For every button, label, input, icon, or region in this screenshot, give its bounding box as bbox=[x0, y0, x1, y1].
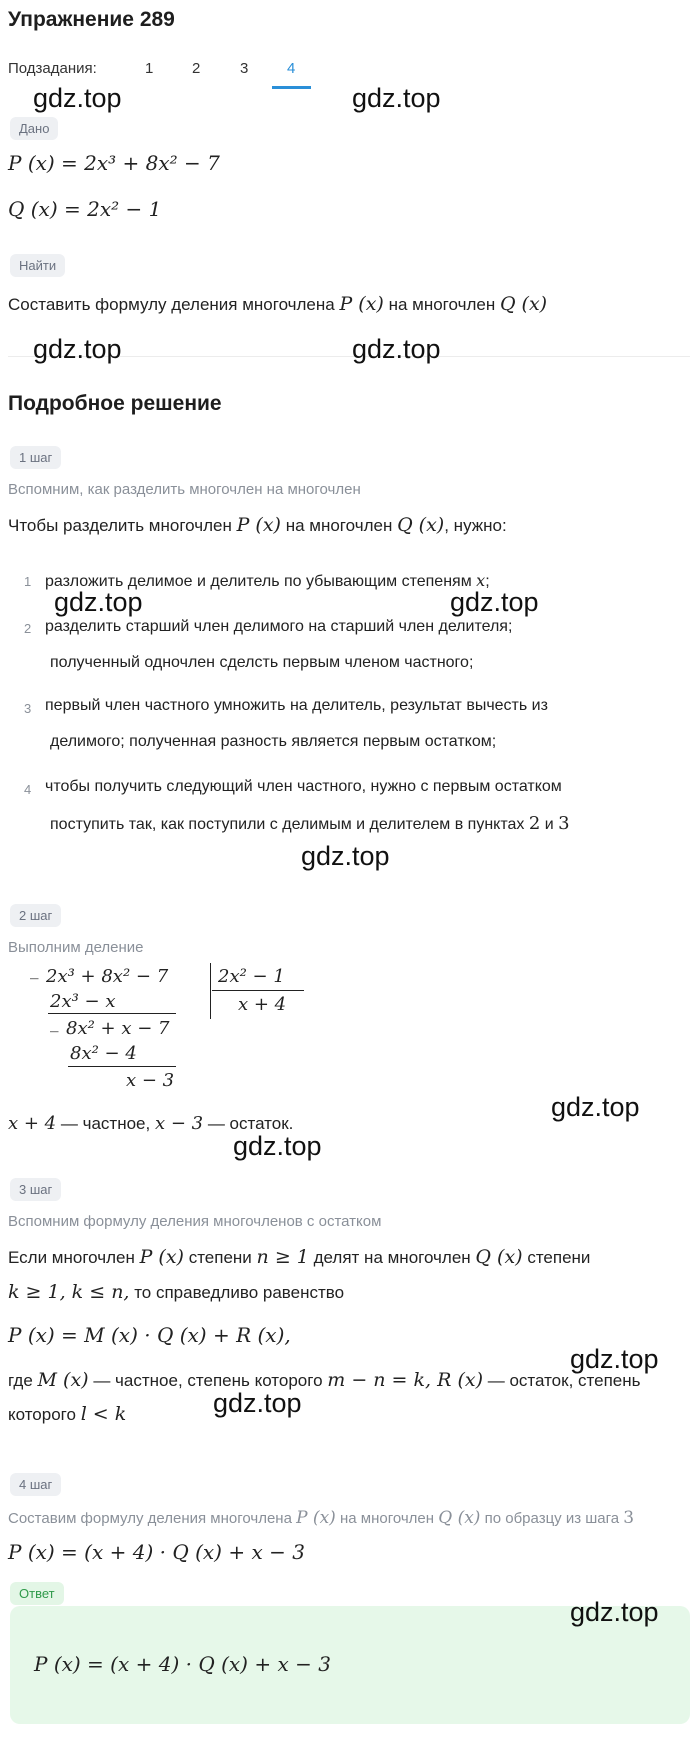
step3-l1-c: делят на многочлен bbox=[313, 1248, 471, 1267]
step4-note bbox=[8, 1508, 634, 1528]
list-num-3: 3 bbox=[24, 701, 32, 716]
answer-badge: Ответ bbox=[10, 1582, 64, 1605]
division-dividend: 2x³ + 8x² − 7 bbox=[46, 966, 169, 987]
watermark: gdz.top bbox=[570, 1344, 659, 1374]
step3-l4-a: где bbox=[8, 1371, 33, 1390]
list-item-4-text: поступить так, как поступили с делимым и делителем в пунктах bbox=[50, 816, 525, 833]
find-text bbox=[8, 293, 547, 315]
list-item-3-line1: первый член частного умножить на делитель, результат вычесть из bbox=[45, 697, 548, 714]
list-item-1-text: разложить делимое и делитель по убывающим степеням bbox=[45, 573, 472, 590]
list-item-4-and: и bbox=[544, 816, 554, 833]
step3-l4-b: — частное, степень которого bbox=[93, 1371, 323, 1390]
step3-line5 bbox=[8, 1403, 126, 1425]
step3-badge: 3 шаг bbox=[10, 1178, 61, 1201]
list-item-2-line1: разделить старший член делимого на старший член делителя; bbox=[45, 618, 513, 635]
step2-badge: 2 шаг bbox=[10, 904, 61, 927]
list-num-4: 4 bbox=[24, 782, 32, 797]
tab-subtask-1[interactable]: 1 bbox=[145, 60, 154, 77]
step3-l1-n: n ≥ 1 bbox=[256, 1246, 309, 1268]
find-badge: Найти bbox=[10, 254, 65, 277]
watermark: gdz.top bbox=[450, 587, 539, 617]
watermark: gdz.top bbox=[301, 841, 390, 871]
step3-l2-k: k ≥ 1, k ≤ n, bbox=[8, 1281, 130, 1303]
list-item-4-line1: чтобы получить следующий член частного, нужно с первым остатком bbox=[45, 778, 562, 795]
step4-note-n: 3 bbox=[623, 1508, 635, 1528]
step4-badge: 4 шаг bbox=[10, 1473, 61, 1496]
step1-note: Вспомним, как разделить многочлен на многочлен bbox=[8, 481, 361, 498]
list-item-1-tail: ; bbox=[485, 573, 490, 590]
step4-note-px: P (x) bbox=[296, 1508, 336, 1528]
solution-title: Подробное решение bbox=[8, 392, 222, 415]
find-text-b: на многочлен bbox=[388, 295, 496, 314]
step4-note-b: на многочлен bbox=[339, 1510, 435, 1527]
conclusion-text-b: — остаток. bbox=[207, 1114, 294, 1133]
step4-note-qx: Q (x) bbox=[438, 1508, 481, 1528]
watermark: gdz.top bbox=[570, 1597, 659, 1627]
division-divisor: 2x² − 1 bbox=[218, 966, 285, 987]
step3-l1-a: Если многочлен bbox=[8, 1248, 135, 1267]
step3-l1-px: P (x) bbox=[139, 1246, 184, 1268]
division-quotient: x + 4 bbox=[238, 994, 287, 1015]
tab-subtask-2[interactable]: 2 bbox=[192, 60, 201, 77]
find-text-a: Составить формулу деления многочлена bbox=[8, 295, 335, 314]
step3-l1-qx: Q (x) bbox=[475, 1246, 523, 1268]
list-item-4-n2: 2 bbox=[528, 813, 541, 834]
step3-line2 bbox=[8, 1281, 344, 1303]
watermark: gdz.top bbox=[33, 334, 122, 364]
tab-subtask-3[interactable]: 3 bbox=[240, 60, 249, 77]
step1-intro-c: , нужно: bbox=[444, 516, 507, 535]
active-tab-indicator bbox=[272, 86, 311, 89]
step3-l4-eq: m − n = k, R (x) bbox=[327, 1369, 483, 1391]
subtasks-label: Подзадания: bbox=[8, 60, 97, 77]
step4-note-a: Составим формулу деления многочлена bbox=[8, 1510, 292, 1527]
division-minus-2: _ bbox=[50, 1013, 59, 1033]
find-qx: Q (x) bbox=[499, 293, 548, 315]
step3-line1 bbox=[8, 1246, 590, 1268]
step3-l2-b: то справедливо равенство bbox=[134, 1283, 345, 1302]
step1-qx: Q (x) bbox=[397, 514, 445, 536]
watermark: gdz.top bbox=[213, 1388, 302, 1418]
division-subtrahend-2: 8x² − 4 bbox=[70, 1043, 137, 1064]
division-line-2 bbox=[68, 1066, 176, 1067]
step3-l4-c: — остаток, степень bbox=[487, 1371, 641, 1390]
step3-formula: P (x) = M (x) · Q (x) + R (x), bbox=[8, 1323, 291, 1347]
step3-l5-a: которого bbox=[8, 1405, 76, 1424]
list-num-2: 2 bbox=[24, 621, 32, 636]
division-line-1 bbox=[48, 1013, 176, 1014]
division-line-3 bbox=[212, 990, 304, 991]
watermark: gdz.top bbox=[352, 334, 441, 364]
step3-line4 bbox=[8, 1369, 640, 1391]
step3-l4-mx: M (x) bbox=[37, 1369, 89, 1391]
step1-badge: 1 шаг bbox=[10, 446, 61, 469]
list-item-1-var: x bbox=[476, 571, 486, 590]
watermark: gdz.top bbox=[233, 1131, 322, 1161]
division-bar bbox=[210, 963, 211, 1019]
watermark: gdz.top bbox=[352, 83, 441, 113]
conclusion-remainder: x − 3 bbox=[154, 1113, 204, 1134]
list-item-4-line2 bbox=[50, 813, 570, 834]
watermark: gdz.top bbox=[551, 1092, 640, 1122]
division-remainder-1: 8x² + x − 7 bbox=[66, 1018, 170, 1039]
given-badge: Дано bbox=[10, 117, 58, 140]
step4-formula: P (x) = (x + 4) · Q (x) + x − 3 bbox=[8, 1540, 305, 1564]
step1-intro-a: Чтобы разделить многочлен bbox=[8, 516, 232, 535]
step4-note-c: по образцу из шага bbox=[484, 1510, 620, 1527]
given-q: Q (x) = 2x² − 1 bbox=[8, 197, 162, 221]
step2-note: Выполним деление bbox=[8, 939, 144, 956]
step1-intro bbox=[8, 514, 507, 536]
division-minus-1: _ bbox=[30, 960, 39, 980]
answer-formula: P (x) = (x + 4) · Q (x) + x − 3 bbox=[34, 1652, 331, 1676]
find-px: P (x) bbox=[339, 293, 384, 315]
conclusion-quotient: x + 4 bbox=[8, 1113, 57, 1134]
step3-l1-b: степени bbox=[188, 1248, 252, 1267]
page-title: Упражнение 289 bbox=[8, 8, 175, 31]
given-p: P (x) = 2x³ + 8x² − 7 bbox=[8, 151, 220, 175]
watermark: gdz.top bbox=[54, 587, 143, 617]
step1-px: P (x) bbox=[236, 514, 281, 536]
watermark: gdz.top bbox=[33, 83, 122, 113]
division-remainder-2: x − 3 bbox=[126, 1070, 175, 1091]
step1-intro-b: на многочлен bbox=[285, 516, 393, 535]
step3-l5-lk: l < k bbox=[80, 1403, 127, 1425]
division-subtrahend-1: 2x³ − x bbox=[50, 991, 116, 1012]
tab-subtask-4[interactable]: 4 bbox=[287, 60, 296, 77]
step3-note: Вспомним формулу деления многочленов с остатком bbox=[8, 1213, 382, 1230]
step3-l1-d: степени bbox=[527, 1248, 591, 1267]
list-item-2-line2: полученный одночлен сделсть первым членом частного; bbox=[50, 654, 474, 671]
conclusion-text-a: — частное, bbox=[60, 1114, 151, 1133]
list-item-4-n3: 3 bbox=[558, 813, 570, 834]
list-num-1: 1 bbox=[24, 574, 32, 589]
list-item-3-line2: делимого; полученная разность является первым остатком; bbox=[50, 733, 497, 750]
